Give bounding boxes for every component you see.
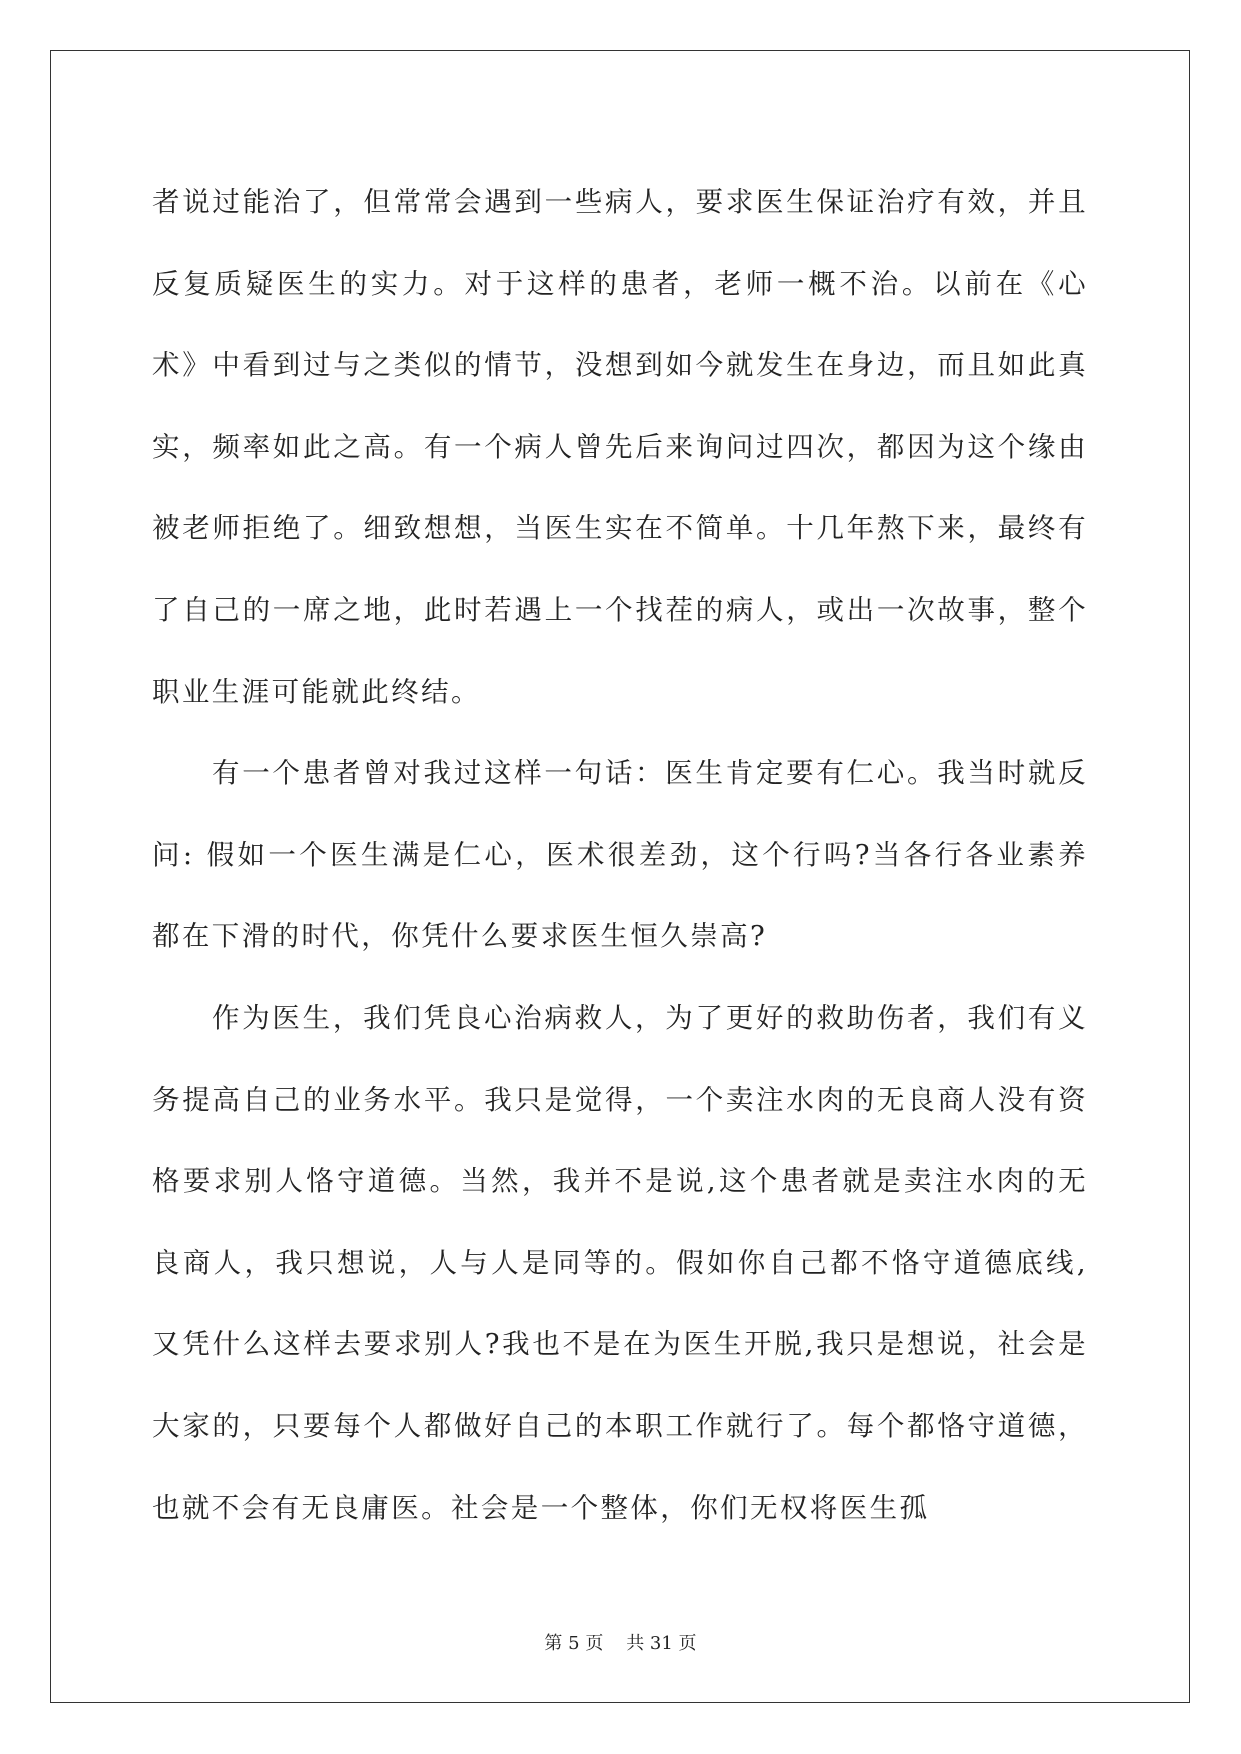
paragraph-3: 作为医生，我们凭良心治病救人，为了更好的救助伤者，我们有义务提高自己的业务水平。我只是觉得，一个卖注水肉的无良商人没有资格要求别人恪守道德。当然，我并不是说,这个患者就是卖注水肉的无良商人，我只想说，人与人是同等的。假如你自己都不恪守道德底线,又凭什么这样去要求别人?我也不是在为医生开脱,我只是想说，社会是大家的，只要每个人都做好自己的本职工作就行了。每个都恪守道德，也就不会有无良庸医。社会是一个整体，你们无权将医生孤 <box>152 1001 1088 1524</box>
page-number-footer: 第 5 页 共 31 页 <box>544 1633 697 1654</box>
document-body <box>152 162 1088 1549</box>
paragraph-1: 者说过能治了，但常常会遇到一些病人，要求医生保证治疗有效，并且反复质疑医生的实力。对于这样的患者，老师一概不治。以前在《心术》中看到过与之类似的情节，没想到如今就发生在身边，而且如此真实，频率如此之高。有一个病人曾先后来询问过四次，都因为这个缘由被老师拒绝了。细致想想，当医生实在不简单。十几年熬下来，最终有了自己的一席之地，此时若遇上一个找茬的病人，或出一次故事，整个职业生涯可能就此终结。 <box>152 186 1088 708</box>
paragraph-2: 有一个患者曾对我过这样一句话：医生肯定要有仁心。我当时就反问: 假如一个医生满是仁心，医术很差劲，这个行吗?当各行各业素养都在下滑的时代，你凭什么要求医生恒久崇高? <box>152 757 1088 953</box>
